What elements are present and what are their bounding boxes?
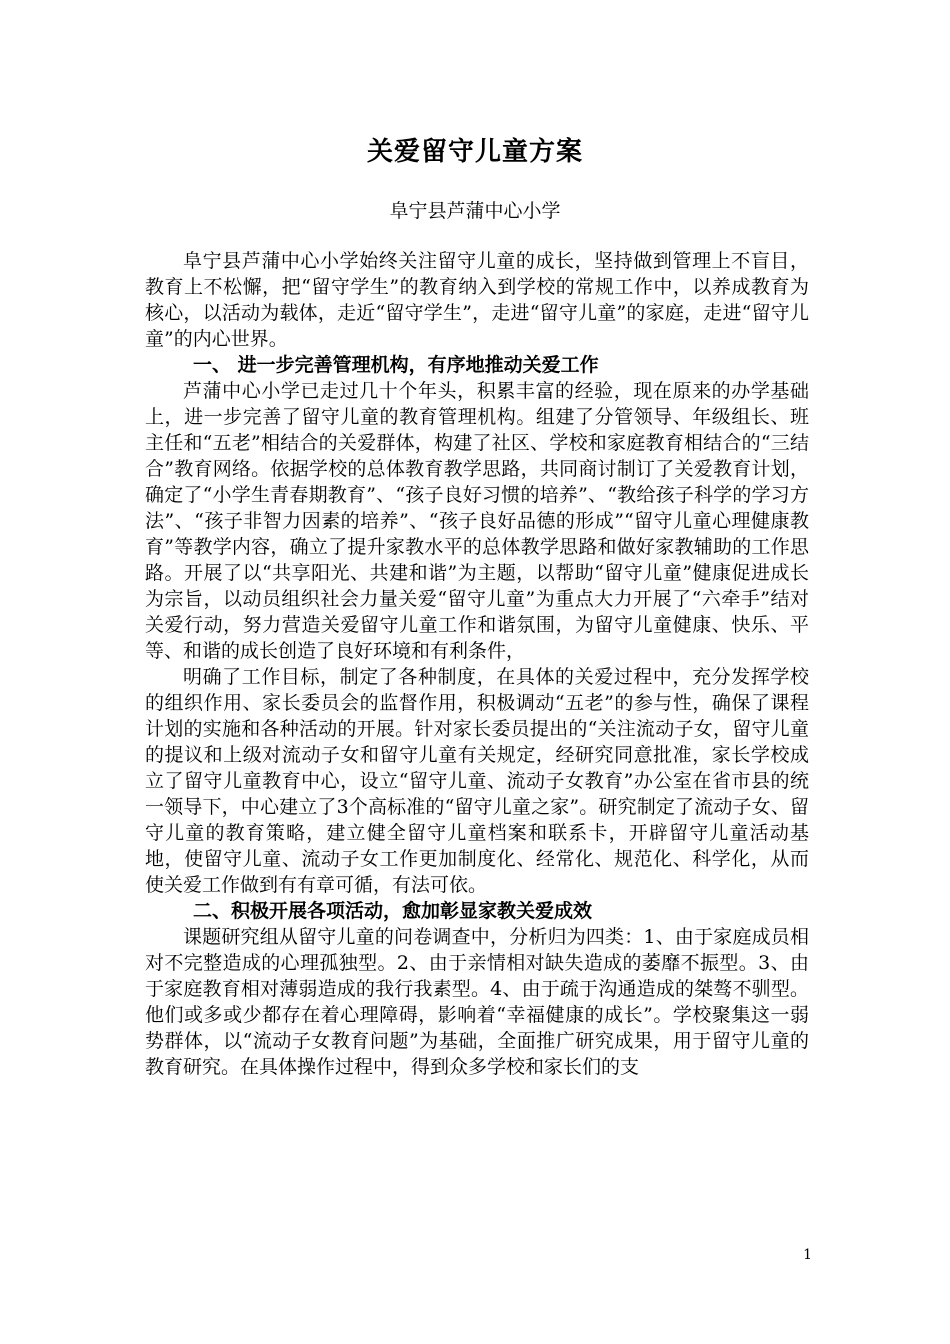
section-1-paragraph-2: 明确了工作目标，制定了各种制度，在具体的关爱过程中，充分发挥学校的组织作用、家长委员会的监督作用，积极调动“五老”的参与性，确保了课程计划的实施和各种活动的开展。针对家长委员提出的“关注流动子女，留守儿童的提议和上级对流动子女和留守儿童有关规定，经研究同意批准，家长学校成立了留守儿童教育中心，设立“留守儿童、流动子女教育”办公室在省市县的统一领导下，中心建立了3个高标准的“留守儿童之家”。研究制定了流动子女、留守儿童的教育策略，建立健全留守儿童档案和联系卡，开辟留守儿童活动基地，使留守儿童、流动子女工作更加制度化、经常化、规范化、科学化，从而使关爱工作做到有有章可循，有法可依。 bbox=[145, 666, 809, 896]
page-number: 1 bbox=[803, 1247, 812, 1263]
document-title: 关爱留守儿童方案 bbox=[366, 137, 583, 167]
document-subtitle: 阜宁县芦蒲中心小学 bbox=[389, 200, 561, 222]
document-body bbox=[145, 248, 809, 1080]
section-1-heading: 一、 进一步完善管理机构，有序地推动关爱工作 bbox=[193, 354, 599, 376]
section-2-paragraph-1: 课题研究组从留守儿童的问卷调查中，分析归为四类：1、由于家庭成员相对不完整造成的心理孤独型。2、由于亲情相对缺失造成的萎靡不振型。3、由于家庭教育相对薄弱造成的我行我素型。4、由于疏于沟通造成的桀骜不驯型。他们或多或少都存在着心理障碍，影响着“幸福健康的成长”。学校聚集这一弱势群体，以“流动子女教育问题”为基础，全面推广研究成果，用于留守儿童的教育研究。在具体操作过程中，得到众多学校和家长们的支 bbox=[145, 926, 809, 1078]
section-2-heading: 二、积极开展各项活动，愈加彰显家教关爱成效 bbox=[193, 900, 593, 922]
intro-paragraph: 阜宁县芦蒲中心小学始终关注留守儿童的成长，坚持做到管理上不盲目，教育上不松懈，把“留守学生”的教育纳入到学校的常规工作中，以养成教育为核心，以活动为载体，走近“留守学生”，走进“留守儿童”的家庭，走进“留守儿童”的内心世界。 bbox=[145, 250, 809, 350]
section-1-paragraph-1: 芦蒲中心小学已走过几十个年头，积累丰富的经验，现在原来的办学基础上，进一步完善了留守儿童的教育管理机构。组建了分管领导、年级组长、班主任和“五老”相结合的关爱群体，构建了社区、学校和家庭教育相结合的“三结合”教育网络。依据学校的总体教育教学思路，共同商讨制订了关爱教育计划，确定了“小学生青春期教育”、“孩子良好习惯的培养”、“教给孩子科学的学习方法”、“孩子非智力因素的培养”、“孩子良好品德的形成”“留守儿童心理健康教育”等教学内容，确立了提升家教水平的总体教学思路和做好家教辅助的工作思路。开展了以“共享阳光、共建和谐”为主题，以帮助“留守儿童”健康促进成长为宗旨，以动员组织社会力量关爱“留守儿童”为重点大力开展了“六牵手”结对关爱行动，努力营造关爱留守儿童工作和谐氛围，为留守儿童健康、快乐、平等、和谐的成长创造了良好环境和有利条件， bbox=[145, 380, 809, 662]
